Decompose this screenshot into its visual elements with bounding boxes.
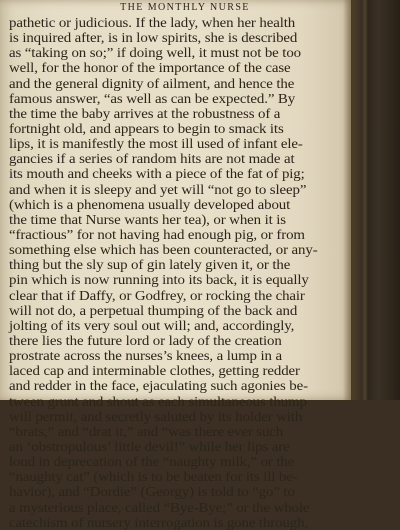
text-line: there lies the future lord or lady of the creation <box>9 332 282 348</box>
binding-highlight <box>362 0 368 400</box>
text-line: pathetic or judicious. If the lady, when her health <box>9 15 296 30</box>
page-edge-shadow <box>343 0 353 400</box>
text-line: “brats,” and “drat it,” and “was there ever such <box>9 423 284 439</box>
text-line: gancies if a series of random hits are not made at <box>9 151 295 167</box>
text-line: “fractious” for not having had enough pig, or from <box>9 226 305 242</box>
text-line: a mysterious place, called “Bye-Bye;” or the whole <box>9 499 310 515</box>
text-line: clear that if Daffy, or Godfrey, or rocking the chair <box>9 287 305 303</box>
text-line: is inquired after, is in low spirits, she is described <box>9 30 298 46</box>
text-line: and when it is sleepy and yet will “not go to sleep” <box>9 181 307 197</box>
text-line: havior), and “Dordie” (Georgy) is told to “go” to <box>9 484 295 500</box>
text-line: jolting of its very soul out will; and, accordingly, <box>9 317 295 333</box>
book-binding <box>353 0 400 400</box>
text-line: laced cap and interminable clothes, getting redder <box>9 363 300 379</box>
text-line: “naughty cat” (which is to be beaten for its ill be- <box>9 469 298 485</box>
text-line: pin which is now running into its back, it is equally <box>9 272 309 288</box>
text-line: lips, it is manifestly the most ill used of infant ele- <box>9 136 303 152</box>
text-line: the time the baby arrives at the robustness of a <box>9 105 281 121</box>
text-line: well, for the honor of the importance of the case <box>9 60 291 76</box>
text-line: will not do, a perpetual thumping of the back and <box>9 302 298 318</box>
text-line: fortnight old, and appears to begin to smack its <box>9 120 284 136</box>
text-line: its mouth and cheeks with a piece of the fat of pig; <box>9 166 305 182</box>
running-head: THE MONTHLY NURSE <box>120 2 250 13</box>
text-line: the time that Nurse wants her tea), or when it is <box>9 211 286 227</box>
text-line: will permit, and secretly saluted by its holder with <box>9 408 303 424</box>
text-line: famous answer, “as well as can be expected.” By <box>9 90 296 106</box>
text-line: tween grunt and shout as each simultaneous thump <box>9 393 307 409</box>
text-line: as “taking on so;” if doing well, it must not be too <box>9 45 302 61</box>
text-line: catechism of nursery interrogation is gone through, <box>9 514 309 530</box>
text-line: prostrate across the nurses’s knees, a lump in a <box>9 348 282 364</box>
text-line: and the general dignity of ailment, and hence the <box>9 75 295 91</box>
text-line: an ‘obstropulous’ little devil!” while her lips are <box>9 438 290 454</box>
text-line: something else which has been counteracted, or any- <box>9 242 318 258</box>
page-text <box>9 2 343 530</box>
text-line: and redder in the face, ejaculating such agonies be- <box>9 378 308 394</box>
text-line: (which is a phenomena usually developed about <box>9 196 291 212</box>
text-line: thing but the sly sup of gin lately given it, or the <box>9 257 291 273</box>
text-line: loud in deprecation of the “naughty milk,” or the <box>9 454 295 470</box>
